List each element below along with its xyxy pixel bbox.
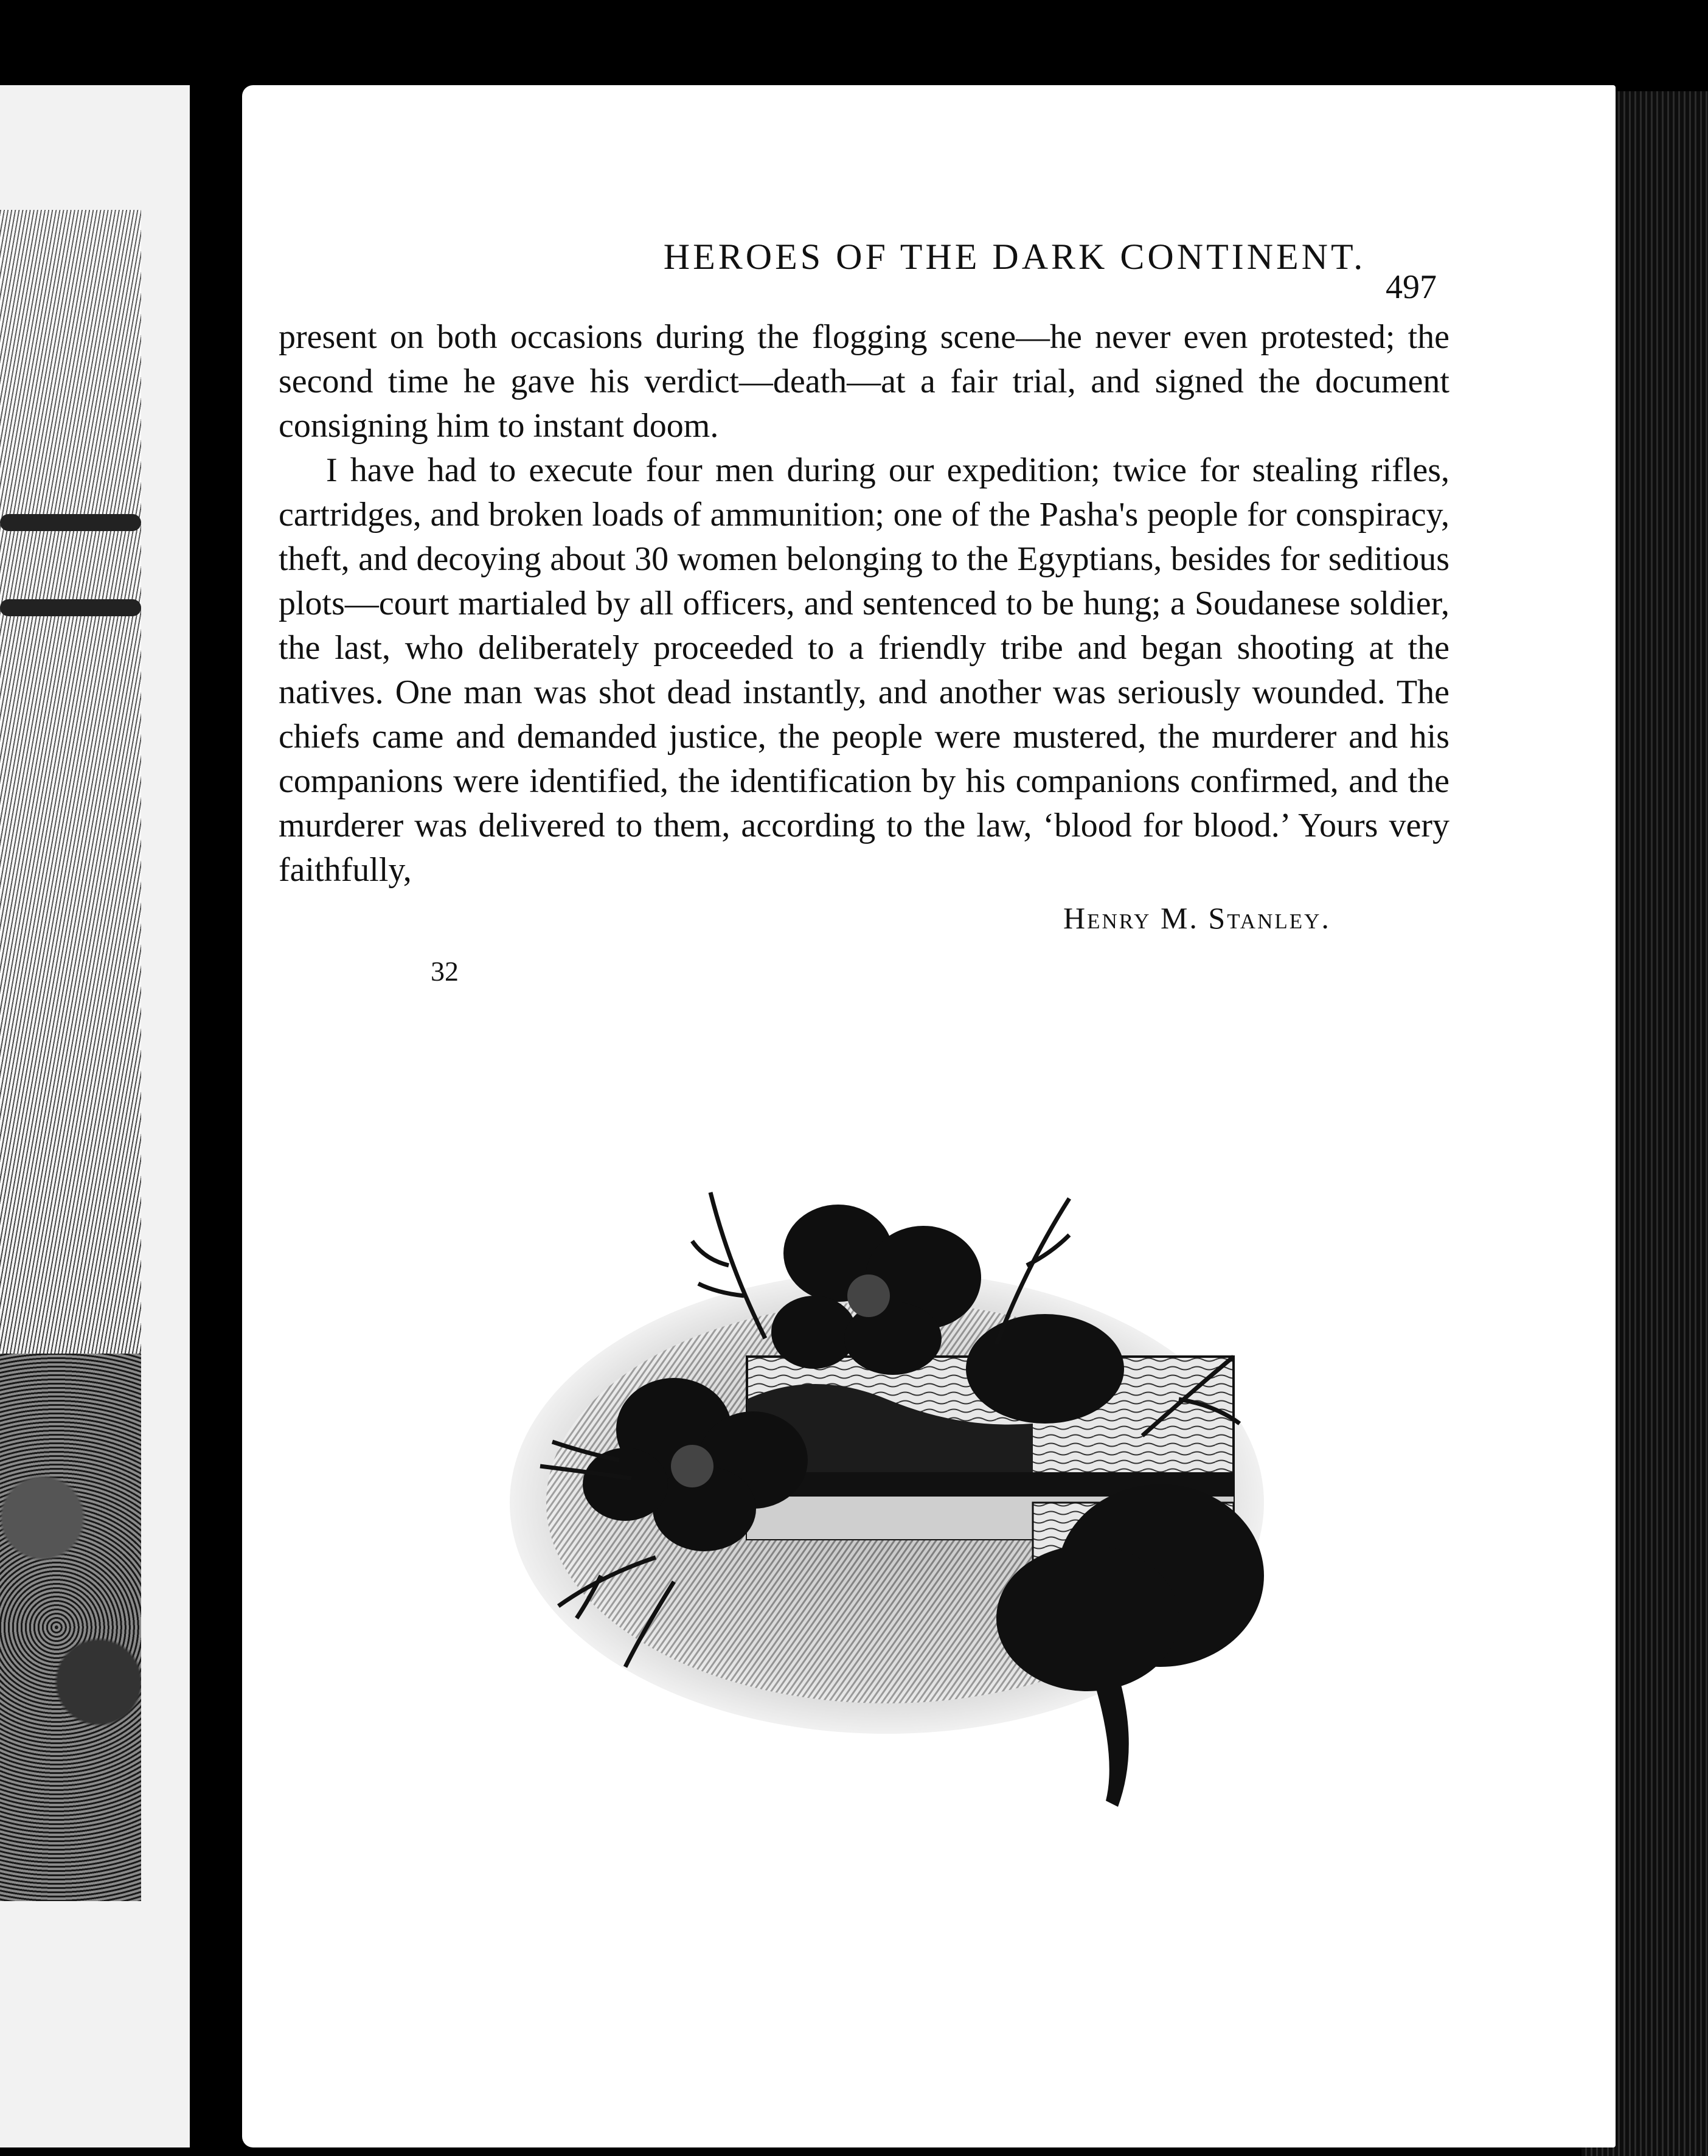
letter-signature: Henry M. Stanley. <box>1063 901 1331 935</box>
running-title: HEROES OF THE DARK CONTINENT. <box>663 237 1366 277</box>
page-number: 497 <box>1386 268 1437 306</box>
body-text <box>279 315 1449 892</box>
engraving-branch <box>0 514 141 531</box>
facing-page-engraving <box>0 210 141 1901</box>
engraving-foliage <box>0 1354 141 1901</box>
printer-signature-mark: 32 <box>431 956 459 987</box>
book-page <box>242 85 1616 2147</box>
floral-vignette-illustration <box>388 1083 1361 1837</box>
facing-page <box>0 85 190 2147</box>
paragraph: present on both occasions during the flogging scene—he never even protested; the second time he gave his verdict—death—at a fair trial, and signed the document consigning him to instant doom. <box>279 318 1449 445</box>
engraving-branch <box>0 599 141 616</box>
paragraph: I have had to execute four men during our expedition; twice for stealing rifles, cartridges, and broken loads of ammunition; one of the Pasha's people for conspiracy, theft, and decoying about 30 women belonging to the Egyptians, besides for seditious plots—court martialed by all officers, and sentenced to be hung; a Soudanese soldier, the last, who deliberately proceeded to a friendly tribe and began shooting at the natives. One man was shot dead instantly, and another was seriously wounded. The chiefs came and demanded justice, the people were mustered, the murderer and his companions were identified, the identification by his companions confirmed, and the murderer was delivered to them, according to the law, ‘blood for blood.’ Yours very faithfully, <box>279 451 1449 889</box>
